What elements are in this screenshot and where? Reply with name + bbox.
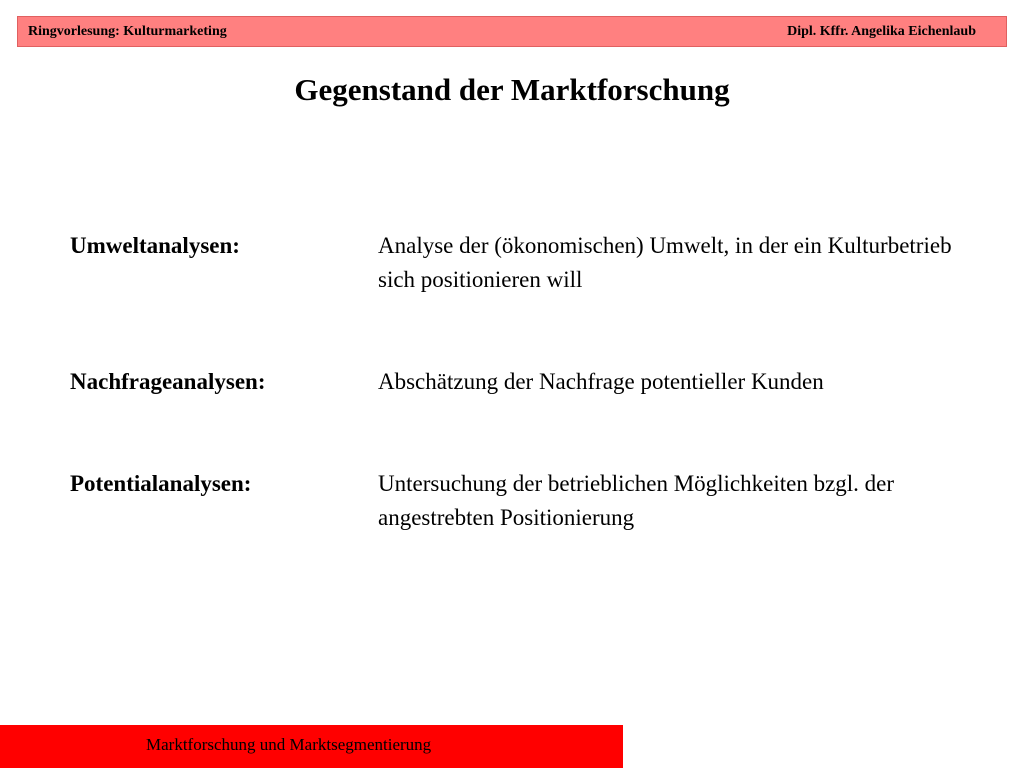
definition-term: Nachfrageanalysen: (70, 369, 266, 394)
definition-description: Analyse der (ökonomischen) Umwelt, in der ein Kulturbetrieb sich positionieren will (378, 233, 952, 292)
author-name: Dipl. Kffr. Angelika Eichenlaub (787, 24, 976, 39)
definition-term: Potentialanalysen: (70, 471, 252, 496)
definition-term: Umweltanalysen: (70, 233, 240, 258)
lecture-series-title: Ringvorlesung: Kulturmarketing (28, 24, 227, 39)
definition-description: Abschätzung der Nachfrage potentieller Kunden (378, 369, 824, 394)
slide-title: Gegenstand der Marktforschung (294, 72, 730, 107)
footer-topic: Marktforschung und Marktsegmentierung (146, 735, 432, 754)
header-bar (17, 16, 1007, 47)
footer-bar (0, 725, 623, 768)
definition-description: Untersuchung der betrieblichen Möglichkeiten bzgl. der angestrebten Positionierung (378, 471, 895, 530)
